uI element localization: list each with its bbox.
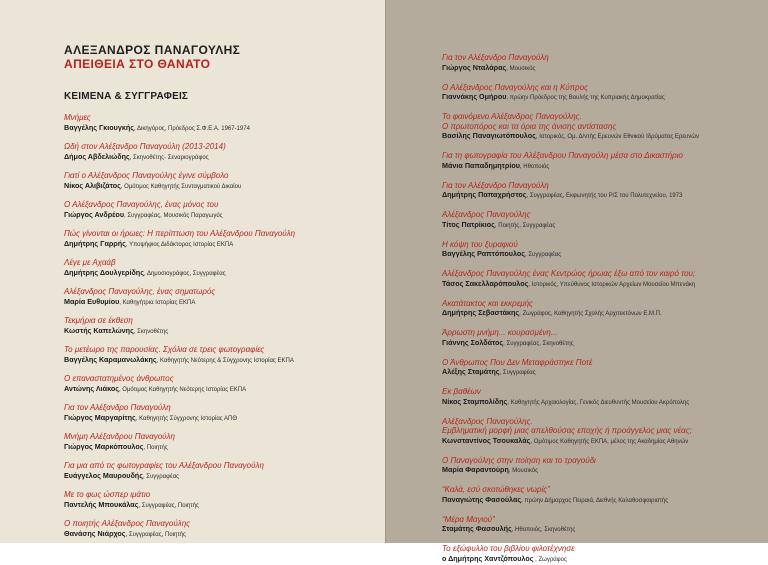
author-role: , Ζωγράφος bbox=[533, 556, 567, 563]
entry-author bbox=[442, 524, 758, 535]
entry-author bbox=[442, 63, 758, 74]
author-name: Δημήτρης Παπαχρήστος bbox=[442, 190, 527, 199]
entry-author bbox=[64, 471, 366, 482]
list-item bbox=[64, 374, 366, 395]
author-role: , πρώην Πρόεδρος της Βουλής της Κυπριακής Δημοκρατίας bbox=[506, 95, 665, 101]
author-name: Αλέξης Σταμάτης bbox=[442, 367, 500, 376]
author-role: , Μουσικός bbox=[508, 468, 539, 474]
entry-author bbox=[442, 554, 758, 565]
author-name: Νίκος Αλιβιζάτος bbox=[64, 180, 121, 190]
author-role: , Σκηνοθέτης bbox=[133, 328, 169, 335]
author-role: , Ζωγράφος, Καθηγητής Σχολής Αρχιτεκτόνων Ε.Μ.Π. bbox=[519, 311, 662, 317]
list-item bbox=[64, 519, 366, 540]
author-role: , Καθηγητής Αρχαιολογίας, Γενικός Διευθυντής Μουσείου Ακρόπολης bbox=[507, 399, 690, 406]
entry-title: Για τον Αλέξανδρο Παναγούλη bbox=[442, 180, 549, 190]
entry-title: Πώς γίνονται οι ήρωες: Η περίπτωση του Αλέξανδρου Παναγούλη bbox=[64, 229, 296, 238]
author-role: , Καθηγητής Νεότερης & Σύγχρονης Ιστορίας ΕΚΠΑ bbox=[156, 357, 294, 364]
right-entry-list bbox=[442, 53, 758, 565]
entry-title: Για τον Αλέξανδρο Παναγούλη bbox=[442, 53, 549, 62]
author-name: Γιώργος Ανδρέου bbox=[64, 209, 125, 219]
entry-author bbox=[442, 367, 758, 378]
book-subtitle: ΑΠΕΙΘΕΙΑ ΣΤΟ ΘΑΝΑΤΟ bbox=[64, 57, 211, 71]
entry-author bbox=[64, 355, 366, 366]
list-item bbox=[64, 142, 366, 163]
list-item bbox=[442, 83, 758, 104]
entry-title: Ο ποιητής Αλέξανδρος Παναγούλης bbox=[64, 519, 191, 528]
author-name: Παντελής Μπουκάλας bbox=[64, 499, 139, 509]
entry-author bbox=[64, 384, 366, 395]
author-name: Θανάσης Νιάρχος bbox=[64, 528, 126, 538]
author-name: Τάσος Σακελλαρόπουλος bbox=[442, 278, 529, 288]
entry-title: Για τη φωτογραφία του Αλέξανδρου Παναγούλη μέσα στο Δικαστήριο bbox=[442, 151, 683, 160]
list-item bbox=[442, 328, 758, 349]
entry-author bbox=[64, 210, 366, 221]
author-role: , Ποιητής, Συγγραφέας bbox=[494, 222, 556, 229]
author-name: Κωνσταντίνος Τσουκαλάς bbox=[442, 435, 531, 445]
entry-author bbox=[64, 500, 366, 511]
author-role: , Ηθοποιός, Σκηνοθέτης bbox=[511, 527, 576, 533]
entry-author bbox=[64, 442, 366, 453]
author-role: , Ιστορικός, Υπεύθυνος Ιστορικών Αρχείων Μουσείου Μπενάκη bbox=[528, 281, 696, 288]
author-role: , Συγγραφέας bbox=[525, 252, 562, 258]
list-item bbox=[64, 403, 366, 424]
entry-author bbox=[442, 249, 758, 260]
author-role: , Ηθοποιός bbox=[519, 163, 550, 170]
entry-title: “Καλά, εσύ σκοτώθηκες νωρίς” bbox=[442, 485, 550, 494]
author-name: Γιαννάκης Ομήρου bbox=[442, 92, 507, 101]
list-item bbox=[64, 490, 366, 511]
entry-title: Γιατί ο Αλέξανδρος Παναγούλης έγινε σύμβολο bbox=[64, 171, 229, 180]
entry-title-line2: Εμβληματική μορφή μιας απελθούσας εποχής ή προάγγελος μιας νέας; bbox=[442, 426, 692, 435]
entry-title: Αλέξανδρος Παναγούλης, ένας σηματωρός bbox=[64, 287, 216, 296]
author-role: , Καθηγητής Σύγχρονης Ιστορίας ΑΠΘ bbox=[135, 415, 238, 422]
author-role: , Δικηγόρος, Πρόεδρος Σ.Φ.Ε.Α. 1967-1974 bbox=[134, 125, 250, 132]
entry-title: Η κόψη του ξυραφιού bbox=[442, 239, 518, 249]
list-item bbox=[64, 287, 366, 308]
entry-author bbox=[64, 326, 366, 337]
author-role: , Ποιητής bbox=[143, 444, 168, 451]
entry-author bbox=[64, 268, 366, 279]
entry-author bbox=[442, 495, 758, 506]
entry-title: Ο επαναστατημένος άνθρωπος bbox=[64, 374, 174, 383]
list-item bbox=[442, 210, 758, 231]
author-name: Τίτος Πατρίκιος bbox=[442, 219, 495, 229]
entry-author bbox=[64, 529, 366, 540]
author-role: , Συγγραφέας bbox=[499, 370, 536, 376]
author-role: , πρώην Δήμαρχος Πειραιά, Διεθνής Καλαθοσφαιριστής bbox=[521, 497, 669, 504]
entry-title: Εκ βαθέων bbox=[442, 387, 481, 396]
author-name: Βαγγέλης Ραπτόπουλος bbox=[442, 249, 525, 258]
list-item bbox=[442, 299, 758, 320]
list-item bbox=[64, 432, 366, 453]
entry-title: Το μετέωρο της παρουσίας. Σχόλια σε τρεις φωτογραφίες bbox=[64, 345, 265, 354]
author-name: Δημήτρης Δουλγερίδης bbox=[64, 267, 144, 277]
entry-author bbox=[64, 413, 366, 424]
author-role: , Ομότιμος Καθηγητής Νεότερης Ιστορίας ΕΚΠΑ bbox=[118, 386, 247, 393]
entry-title: Το φαινόμενο Αλέξανδρος Παναγούλης. bbox=[442, 112, 582, 121]
author-name: Γιώργος Μαρκόπουλος bbox=[64, 441, 144, 451]
author-name: Κωστής Καπελώνης bbox=[64, 325, 134, 335]
page-gutter bbox=[385, 0, 386, 543]
author-name: Ευάγγελος Μαυρουδής bbox=[64, 470, 143, 480]
list-item bbox=[442, 240, 758, 261]
list-item bbox=[442, 151, 758, 172]
list-item bbox=[442, 515, 758, 536]
book-title: ΑΛΕΞΑΝΔΡΟΣ ΠΑΝΑΓΟΥΛΗΣ bbox=[64, 43, 241, 57]
entry-title: Ο Αλέξανδρος Παναγούλης και η Κύπρος bbox=[442, 82, 588, 92]
entry-title: Για μια από τις φωτογραφίες του Αλέξανδρου Παναγούλη bbox=[64, 461, 264, 470]
entry-author bbox=[442, 190, 758, 201]
author-name: Δημήτρης Γαρρής bbox=[64, 238, 126, 248]
author-role: , Συγγραφέας, Σκηνοθέτης bbox=[503, 340, 574, 347]
author-role: , Ομότιμος Καθηγητής Συνταγματικού Δικαίου bbox=[120, 183, 242, 190]
author-role: , Μουσικός bbox=[506, 65, 536, 72]
entry-author bbox=[442, 279, 758, 290]
entry-author bbox=[442, 92, 758, 103]
entry-author bbox=[64, 181, 366, 192]
entry-author bbox=[442, 161, 758, 172]
entry-title-line2: Ο πρωτοπόρος και τα όρια της άνισης αντίστασης bbox=[442, 121, 617, 131]
author-name: Παναγιώτης Φασούλας bbox=[442, 494, 522, 504]
list-item bbox=[442, 181, 758, 202]
entry-author bbox=[442, 436, 758, 447]
list-item bbox=[442, 417, 758, 447]
author-name: Νίκος Σταμπολίδης bbox=[442, 396, 508, 406]
author-role: , Καθηγήτρια Ιστορίας ΕΚΠΑ bbox=[119, 299, 196, 306]
entry-author bbox=[442, 465, 758, 476]
entry-title: Λέγε με Αχαάβ bbox=[64, 258, 116, 267]
list-item bbox=[442, 485, 758, 506]
list-item bbox=[64, 258, 366, 279]
author-name: Αντώνης Λιάκος bbox=[64, 383, 119, 393]
entry-author bbox=[64, 123, 366, 134]
author-name: Δήμος Αβδελιώδης bbox=[64, 151, 130, 161]
list-item bbox=[442, 387, 758, 408]
entry-title: Μνήμες bbox=[64, 113, 91, 122]
author-role: , Συγγραφέας bbox=[142, 473, 180, 480]
entry-title: Αλέξανδρος Παναγούλης. bbox=[442, 416, 533, 426]
list-item bbox=[64, 229, 366, 250]
list-item bbox=[64, 461, 366, 482]
section-heading: ΚΕΙΜΕΝΑ & ΣΥΓΓΡΑΦΕΙΣ bbox=[64, 91, 189, 102]
author-role: , Ιστορικός, Ομ. Δ/ντής Ερευνών Εθνικού Ιδρύματος Ερευνών bbox=[535, 134, 699, 140]
author-name: Βαγγέλης Γκιουγκής bbox=[64, 122, 135, 132]
author-name: ο Δημήτρης Χαντζόπουλος bbox=[442, 553, 534, 563]
entry-title: Άρρωστη μνήμη... κουρασμένη... bbox=[442, 328, 558, 337]
entry-author bbox=[442, 397, 758, 408]
entry-title: Με το φως ώσπερ ιμάτιο bbox=[64, 490, 151, 499]
entry-title: Το εξώφυλλο του βιβλίου φιλοτέχνησε bbox=[442, 544, 575, 553]
left-page bbox=[0, 0, 386, 543]
entry-title: Μνήμη Αλέξανδρου Παναγούλη bbox=[64, 432, 175, 441]
entry-author bbox=[64, 152, 366, 163]
list-item bbox=[64, 113, 366, 134]
author-role: , Σκηνοθέτης- Σεναριογράφος bbox=[129, 154, 209, 161]
author-role: , Ομότιμος Καθηγητής ΕΚΠΑ, μέλος της Ακαδημίας Αθηνών bbox=[530, 438, 689, 445]
entry-title: Ωδή στον Αλέξανδρο Παναγούλη (2013-2014) bbox=[64, 142, 226, 151]
author-name: Μαρία Ευθυμίου bbox=[64, 296, 120, 306]
entry-title: Ο Αλέξανδρος Παναγούλης, ένας μόνος του bbox=[64, 200, 219, 209]
list-item bbox=[64, 316, 366, 337]
left-entry-list bbox=[64, 113, 366, 540]
entry-author bbox=[64, 297, 366, 308]
list-item bbox=[442, 358, 758, 379]
author-role: , Συγγραφέας, Ποιητής bbox=[125, 531, 186, 538]
entry-title: Ακατάτακτος και εκκρεμής bbox=[442, 298, 533, 308]
entry-title: Αλέξανδρος Παναγούλης ένας Κεντρώος ήρωας έξω από τον καιρό του; bbox=[442, 269, 696, 278]
entry-title: Αλέξανδρος Παναγούλης bbox=[442, 210, 531, 219]
right-page bbox=[386, 0, 768, 563]
author-name: Μάνια Παπαδημητρίου bbox=[442, 160, 520, 170]
author-name: Βασίλης Παναγιωτόπουλος bbox=[442, 131, 536, 140]
author-name: Γιώργος Νταλάρας bbox=[442, 62, 507, 72]
author-name: Γιώργος Μαργαρίτης bbox=[64, 412, 136, 422]
author-name: Σταμάτης Φασουλής bbox=[442, 524, 512, 533]
author-role: , Συγγραφέας, Μουσικός Παραγωγός bbox=[124, 212, 223, 219]
list-item bbox=[64, 200, 366, 221]
author-role: , Συγγραφέας, Εκφωνητής του Ρ/Σ του Πολυτεχνείου, 1973 bbox=[526, 193, 683, 199]
list-item bbox=[442, 112, 758, 142]
author-name: Γιάννης Σολδάτος bbox=[442, 337, 504, 347]
author-role: , Συγγραφέας, Ποιητής bbox=[138, 502, 199, 509]
author-role: , Υποψήφιος Διδάκτορας Ιστορίας ΕΚΠΑ bbox=[125, 241, 234, 248]
entry-title: Για τον Αλέξανδρο Παναγούλη bbox=[64, 403, 171, 412]
list-item bbox=[64, 345, 366, 366]
entry-author bbox=[442, 131, 758, 142]
author-role: , Δημοσιογράφος, Συγγραφέας bbox=[143, 270, 226, 277]
entry-author bbox=[64, 239, 366, 250]
entry-title: Τεκμήρια σε έκθεση bbox=[64, 316, 133, 325]
list-item bbox=[64, 171, 366, 192]
author-name: Βαγγέλης Καραμανωλάκης bbox=[64, 354, 157, 364]
entry-author bbox=[442, 338, 758, 349]
list-item bbox=[442, 544, 758, 565]
author-name: Δημήτρης Σεβαστάκης bbox=[442, 308, 520, 317]
author-name: Μαρία Φαραντούρη bbox=[442, 465, 509, 474]
list-item bbox=[442, 53, 758, 74]
list-item bbox=[442, 269, 758, 290]
list-item bbox=[442, 456, 758, 477]
entry-author bbox=[442, 308, 758, 319]
entry-title: Ο Παναγούλης στην ποίηση και το τραγούδι bbox=[442, 455, 596, 465]
entry-title: Ο Άνθρωπος Που Δεν Μεταφράστηκε Ποτέ bbox=[442, 357, 593, 367]
entry-title: “Μέρα Μαγιού” bbox=[442, 514, 495, 524]
entry-author bbox=[442, 220, 758, 231]
